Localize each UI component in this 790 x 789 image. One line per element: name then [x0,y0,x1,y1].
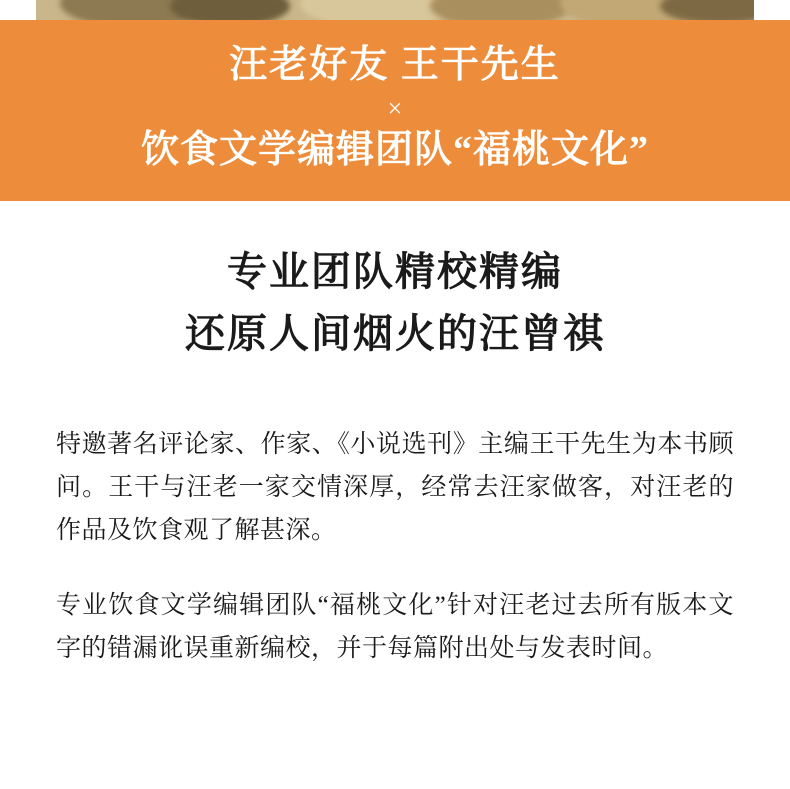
paragraph: 专业饮食文学编辑团队“福桃文化”针对汪老过去所有版本文字的错漏讹误重新编校，并于每篇附出处与发表时间。 [56,591,734,662]
orange-banner [0,20,790,201]
banner-title-line2: 饮食文学编辑团队“福桃文化” [140,129,649,172]
photo-blob [170,0,290,20]
strip-right-margin [754,0,790,20]
photo-blob [430,0,570,20]
headline-line1: 专业团队精校精编 [227,248,563,294]
strip-left-margin [0,0,36,20]
headline-block [0,201,790,361]
headline-line2: 还原人间烟火的汪曾祺 [185,310,605,356]
food-photo-strip [0,0,790,20]
paragraph: 特邀著名评论家、作家、《小说选刊》主编王干先生为本书顾问。王干与汪老一家交情深厚，经常去汪家做客，对汪老的作品及饮食观了解甚深。 [56,430,734,544]
banner-cross-symbol: × [387,93,403,123]
banner-title-line1: 汪老好友 王干先生 [229,44,561,86]
body-copy [0,361,790,670]
